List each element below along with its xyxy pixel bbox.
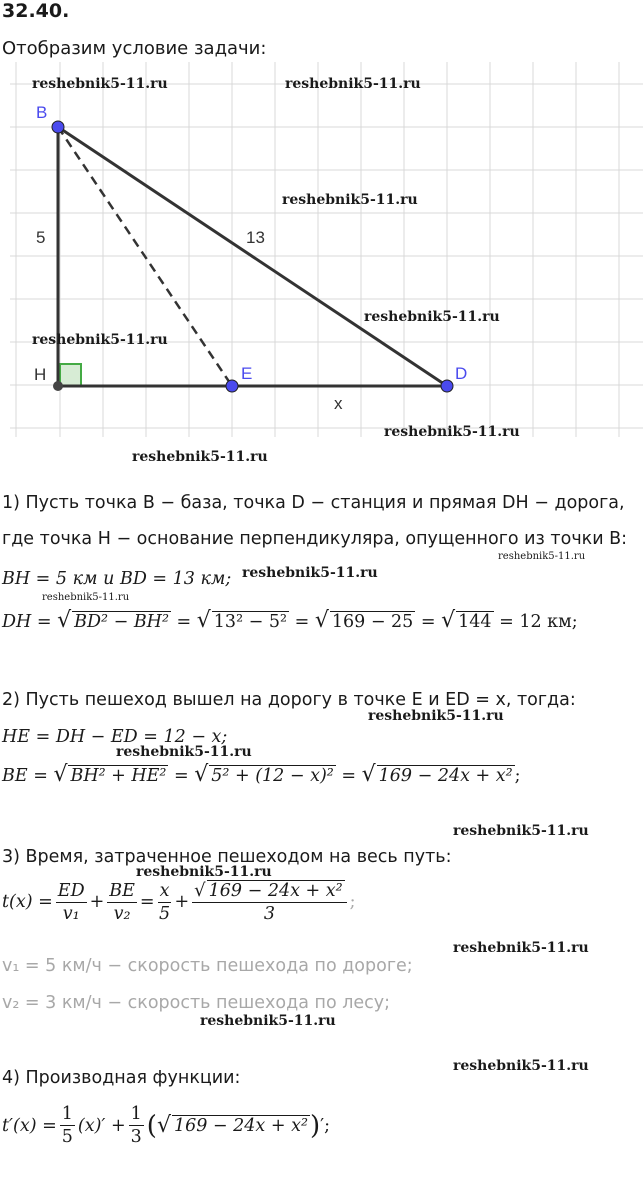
point-h xyxy=(53,381,63,391)
watermark: reshebnik5-11.ru xyxy=(453,940,589,956)
watermark: reshebnik5-11.ru xyxy=(32,76,168,92)
watermark: reshebnik5-11.ru xyxy=(242,565,378,581)
watermark: reshebnik5-11.ru xyxy=(498,551,586,562)
step1-line4: DH = √ BD² − BH² = √ 13² − 5² = √ 169 − 25 = √ 144 = 12 км; xyxy=(2,608,578,633)
step3-line1: 3) Время, затраченное пешеходом на весь путь: xyxy=(2,847,452,867)
right-angle-mark xyxy=(60,364,81,386)
step2-line1: 2) Пусть пешеход вышел на дорогу в точке E и ED = x, тогда: xyxy=(2,690,576,710)
watermark: reshebnik5-11.ru xyxy=(132,449,268,465)
step4-line1: 4) Производная функции: xyxy=(2,1068,241,1088)
grid xyxy=(10,62,643,437)
watermark: reshebnik5-11.ru xyxy=(42,592,130,603)
step2-line2: HE = DH − ED = 12 − x; xyxy=(2,727,228,747)
label-ed-length: x xyxy=(334,394,343,413)
step3-v1: v₁ = 5 км/ч − скорость пешехода по дороге; xyxy=(2,956,413,976)
watermark: reshebnik5-11.ru xyxy=(200,1013,336,1029)
intro-text: Отобразим условие задачи: xyxy=(2,38,267,59)
label-bd-length: 13 xyxy=(246,228,265,247)
watermark: reshebnik5-11.ru xyxy=(368,708,504,724)
watermark: reshebnik5-11.ru xyxy=(453,1058,589,1074)
problem-number: 32.40. xyxy=(2,0,70,22)
geometry-figure xyxy=(0,62,643,462)
step1-line2: где точка H − основание перпендикуляра, опущенного из точки B: xyxy=(2,529,628,549)
point-e xyxy=(226,380,238,392)
watermark: reshebnik5-11.ru xyxy=(364,309,500,325)
point-b xyxy=(52,121,64,133)
label-bh-length: 5 xyxy=(36,228,46,247)
watermark: reshebnik5-11.ru xyxy=(285,76,421,92)
watermark: reshebnik5-11.ru xyxy=(116,744,252,760)
step3-formula: t(x) = $\frac{ED}{\text{v₁}}$ + $\frac{BE}{\text{v₂}}$ = $\frac{x}{5}$ + $\frac{\text{√ 169 − 24x + x²}}{3}$ ; xyxy=(2,880,356,924)
watermark: reshebnik5-11.ru xyxy=(453,823,589,839)
step3-v2: v₂ = 3 км/ч − скорость пешехода по лесу; xyxy=(2,993,391,1013)
label-b: B xyxy=(36,103,48,122)
watermark: reshebnik5-11.ru xyxy=(136,864,272,880)
point-d xyxy=(441,380,453,392)
label-e: E xyxy=(241,364,253,383)
label-d: D xyxy=(455,364,468,383)
step4-formula: t′(x) = $\frac{1}{5}$ (x)′ + $\frac{1}{3}$ ( √ 169 − 24x + x² ) ′; xyxy=(2,1104,331,1147)
step1-line3: BH = 5 км и BD = 13 км; xyxy=(2,569,232,589)
watermark: reshebnik5-11.ru xyxy=(282,192,418,208)
step2-line3: BE = √ BH² + HE² = √ 5² + (12 − x)² = √ 169 − 24x + x² ; xyxy=(2,762,521,787)
step1-line1: 1) Пусть точка B − база, точка D − станция и прямая DH − дорога, xyxy=(2,493,625,513)
watermark: reshebnik5-11.ru xyxy=(32,332,168,348)
label-h: H xyxy=(34,365,47,384)
watermark: reshebnik5-11.ru xyxy=(384,424,520,440)
